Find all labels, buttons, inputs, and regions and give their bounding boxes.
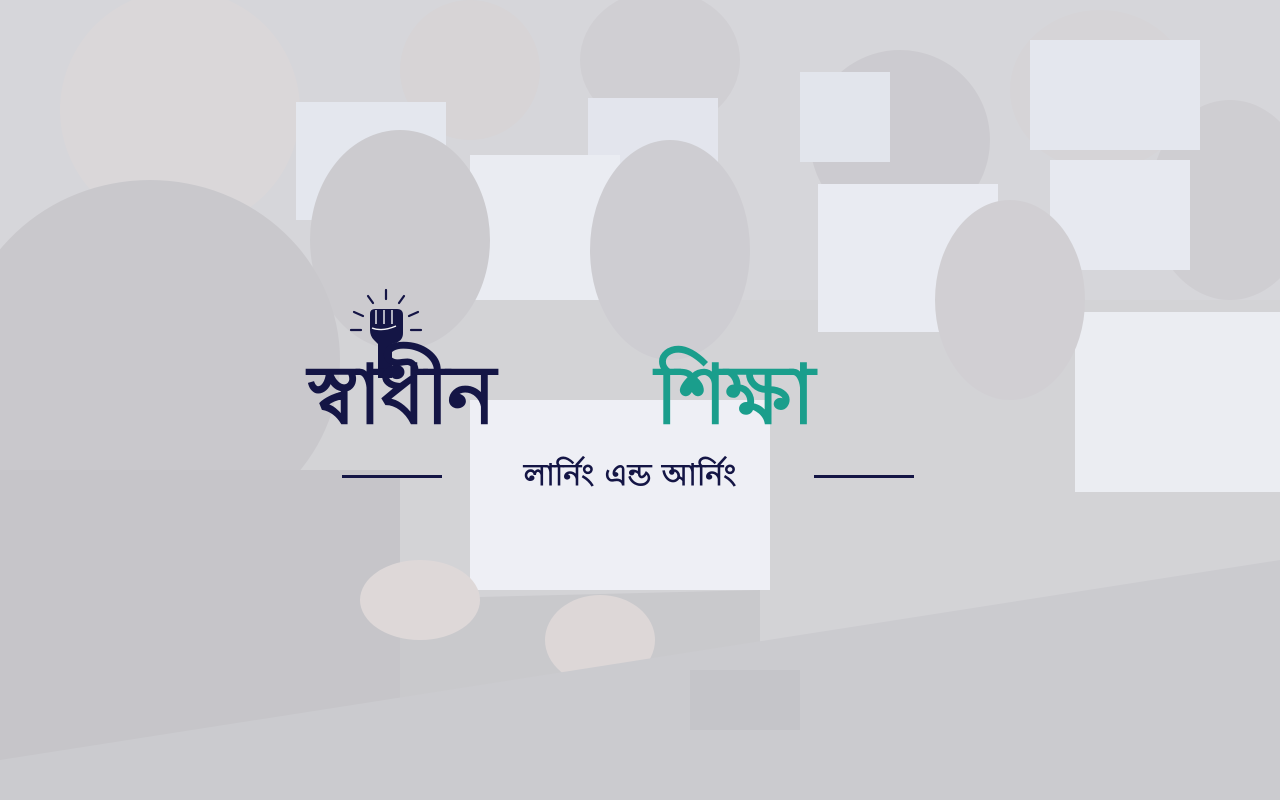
brand-tagline-row [330, 456, 940, 496]
brand-word-primary: স্বাধীন [308, 348, 495, 443]
tagline-rule-right [814, 475, 914, 478]
brand-title [308, 346, 940, 446]
brand-word-secondary: শিক্ষা [655, 348, 814, 443]
tagline-rule-left [342, 475, 442, 478]
brand-tagline: লার্নিং এন্ড আর্নিং [523, 458, 737, 493]
brand-logo [308, 288, 940, 498]
